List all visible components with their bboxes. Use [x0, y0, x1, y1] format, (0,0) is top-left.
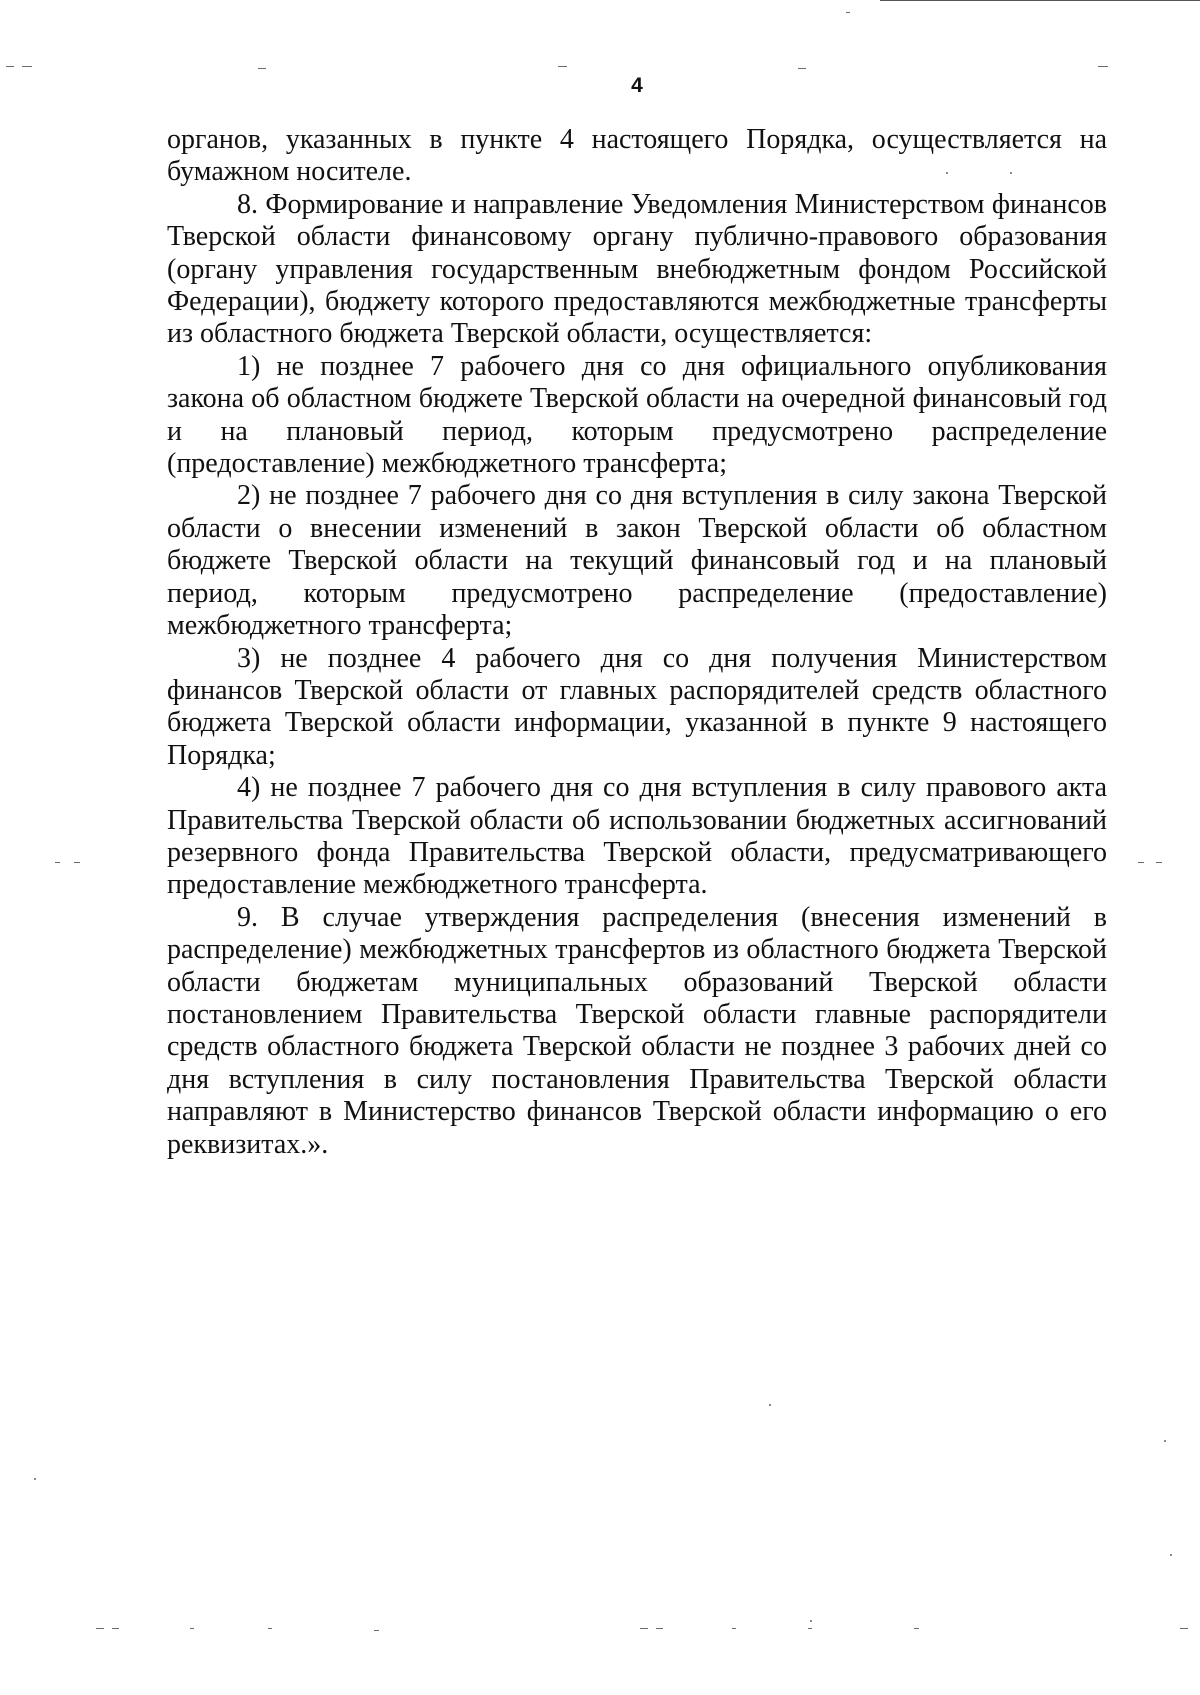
- scan-mark: [1138, 862, 1144, 863]
- paragraph-item-8: 8. Формирование и направление Уведомления Министерством финансов Тверской области финансовому органу публично-правового образования (органу управления государственным внебюджетным фондом Российской Федерации), бюджету которого предоставляются межбюджетные трансферты из областного бюджета Тверской области, осуществляется:: [167, 188, 1107, 350]
- scan-mark: [268, 1628, 272, 1629]
- paragraph-subitem-1: 1) не позднее 7 рабочего дня со дня официального опубликования закона об областном бюджете Тверской области на очередной финансовый год и на плановый период, которым предусмотрено распределение (предоставление) межбюджетного трансферта;: [167, 350, 1107, 480]
- scan-mark: [798, 68, 806, 69]
- scan-speck: [34, 1478, 36, 1480]
- scan-mark: [808, 1628, 812, 1629]
- scan-mark: [558, 66, 567, 67]
- scan-mark: [22, 66, 32, 67]
- scan-mark: [374, 1630, 379, 1631]
- scan-mark: [1098, 66, 1108, 67]
- scan-mark: [112, 1628, 119, 1629]
- scan-mark: [914, 1628, 919, 1629]
- scan-edge-line: [880, 0, 1200, 1]
- scan-mark: [6, 66, 14, 67]
- scan-mark: [640, 1628, 648, 1629]
- paragraph-subitem-3: 3) не позднее 4 рабочего дня со дня получения Министерством финансов Тверской области от главных распорядителей средств областного бюджета Тверской области информации, указанной в пункте 9 настоящего Порядка;: [167, 642, 1107, 771]
- scan-mark: [74, 862, 80, 863]
- paragraph-subitem-4: 4) не позднее 7 рабочего дня со дня вступления в силу правового акта Правительства Тверской области об использовании бюджетных ассигнований резервного фонда Правительства Тверской области, предусматривающего предоставление межбюджетного трансферта.: [167, 772, 1107, 901]
- scan-mark: [732, 1628, 736, 1629]
- scan-speck: [1170, 1554, 1172, 1556]
- paragraph-item-9: 9. В случае утверждения распределения (внесения изменений в распределение) межбюджетных трансфертов из областного бюджета Тверской области бюджетам муниципальных образований Тверской области постановлением Правительства Тверской области главные распорядители средств областного бюджета Тверской области не позднее 3 рабочих дней со дня вступления в силу постановления Правительства Тверской области направляют в Министерство финансов Тверской области информацию о его реквизитах.».: [167, 901, 1107, 1160]
- scan-speck: [810, 1620, 812, 1622]
- scan-mark: [258, 68, 266, 69]
- scan-mark: [846, 12, 850, 13]
- paragraph-subitem-2: 2) не позднее 7 рабочего дня со дня вступления в силу закона Тверской области о внесении изменений в закон Тверской области об областном бюджете Тверской области на текущий финансовый год и на плановый период, которым предусмотрено распределение (предоставление) межбюджетного трансферта;: [167, 480, 1107, 642]
- scan-mark: [1180, 1628, 1188, 1629]
- document-body: [167, 124, 1107, 1161]
- paragraph-continuation: органов, указанных в пункте 4 настоящего Порядка, осуществляется на бумажном носителе.: [167, 124, 1107, 188]
- scan-mark: [190, 1628, 194, 1629]
- scan-mark: [96, 1628, 104, 1629]
- page-number: 4: [631, 74, 643, 97]
- scan-speck: [769, 1404, 771, 1406]
- scan-mark: [55, 862, 60, 863]
- scan-mark: [656, 1628, 663, 1629]
- scan-mark: [1156, 862, 1162, 863]
- scan-speck: [1164, 1440, 1166, 1442]
